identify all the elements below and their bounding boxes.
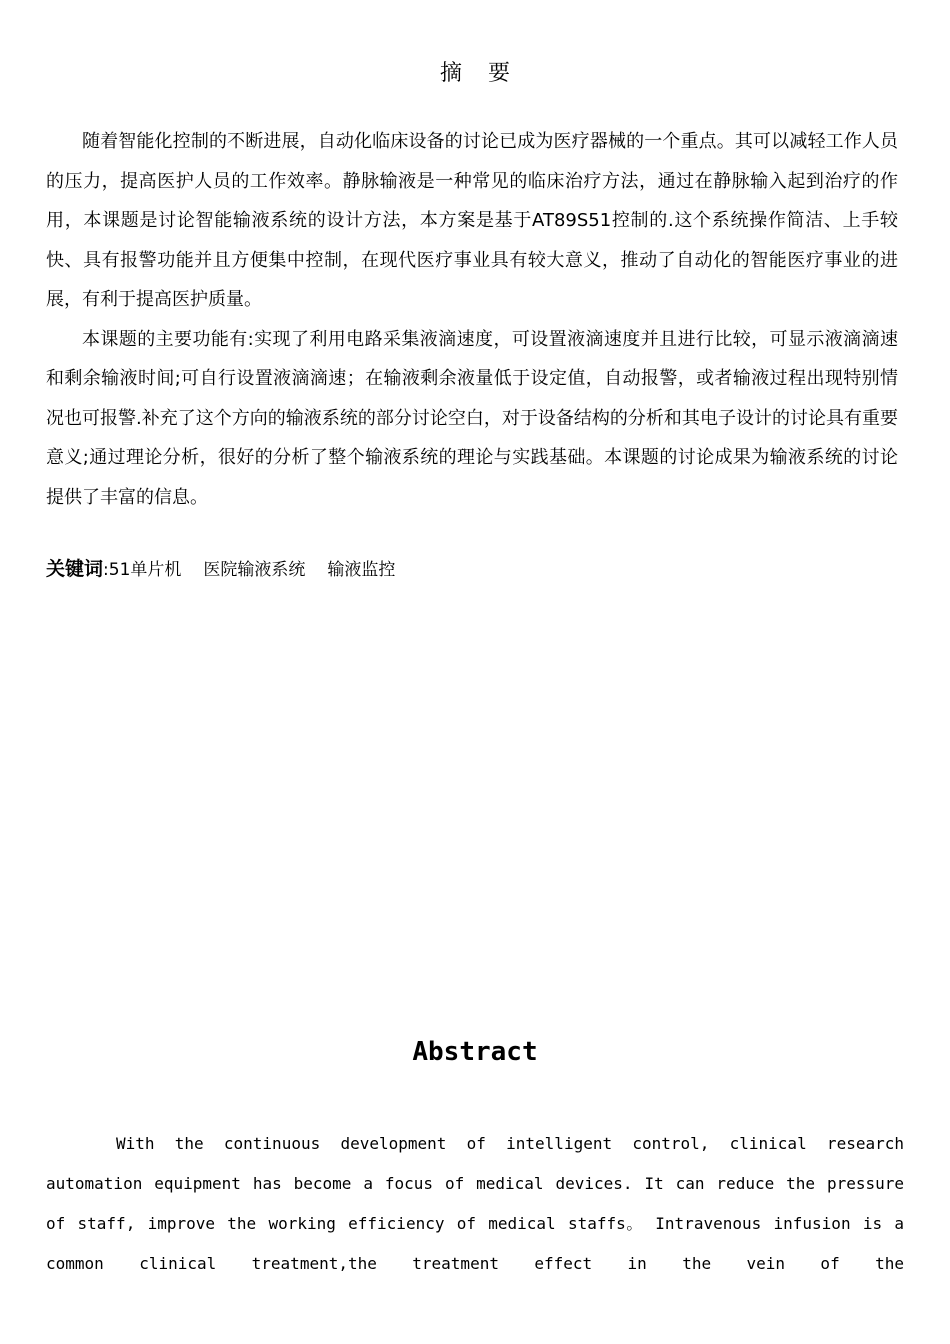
- abstract-paragraph-en-1: With the continuous development of intelligent control, clinical research automation equipment has become a focus of medical devices. It can reduce the pressure of staff, improve the working efficiency of medical staffs。 Intravenous infusion is a common clinical treatment,the treatment effect in the vein of the: [46, 1134, 905, 1273]
- keyword-item: 医院输液系统: [203, 560, 306, 580]
- abstract-body-cn: [46, 122, 898, 517]
- abstract-paragraph-cn-2: 本课题的主要功能有:实现了利用电路采集液滴速度，可设置液滴速度并且进行比较，可显示液滴滴速和剩余输液时间;可自行设置液滴滴速；在输液剩余液量低于设定值，自动报警，或者输液过程出现特别情况也可报警.补充了这个方向的输液系统的部分讨论空白，对于设备结构的分析和其电子设计的讨论具有重要意义;通过理论分析，很好的分析了整个输液系统的理论与实践基础。本课题的讨论成果为输液系统的讨论提供了丰富的信息。: [46, 328, 898, 508]
- keyword-item: 51单片机: [108, 560, 182, 580]
- abstract-title-en: Abstract: [412, 1037, 538, 1067]
- keyword-item: 输液监控: [327, 560, 396, 580]
- keywords-line: [46, 553, 395, 586]
- keywords-label: 关键词: [46, 558, 104, 580]
- keywords-colon: :: [103, 560, 109, 580]
- abstract-body-en: [46, 1124, 904, 1284]
- abstract-paragraph-cn-1: 随着智能化控制的不断进展，自动化临床设备的讨论已成为医疗器械的一个重点。其可以减轻工作人员的压力，提高医护人员的工作效率。静脉输液是一种常见的临床治疗方法，通过在静脉输入起到治疗的作用，本课题是讨论智能输液系统的设计方法，本方案是基于AT89S51控制的.这个系统操作简洁、上手较快、具有报警功能并且方便集中控制，在现代医疗事业具有较大意义，推动了自动化的智能医疗事业的进展，有利于提高医护质量。: [46, 131, 898, 310]
- abstract-title-cn: 摘要: [439, 61, 536, 86]
